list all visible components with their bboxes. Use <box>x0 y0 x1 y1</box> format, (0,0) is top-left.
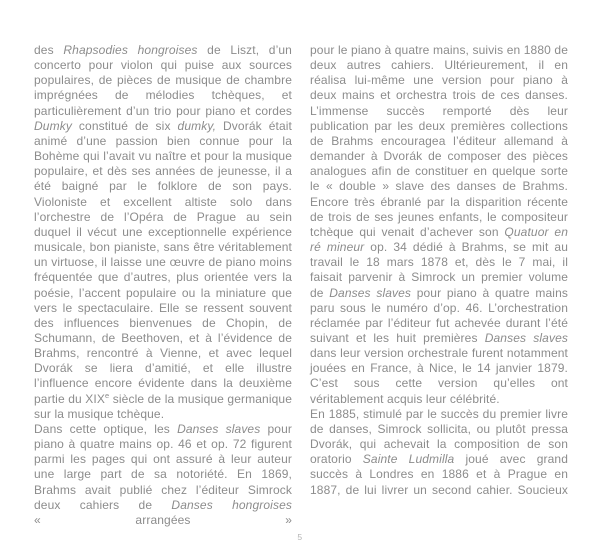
page-number: 5 <box>297 532 303 542</box>
text-run: En 1885, stimulé par le succès du premier livre de danses, Simrock sollicita, ou plutôt pressa Dvorák, qui achevait la composition de son oratorio <box>310 406 568 467</box>
text-run-italic: Sainte Ludmilla <box>362 452 455 467</box>
text-run-italic: Dumky <box>34 118 72 133</box>
paragraph <box>310 407 568 498</box>
text-run-italic: Danses slaves <box>484 330 568 345</box>
text-run: pour piano à quatre mains op. 46 et op. 72 figurent parmi les pages qui ont assuré à leur auteur une large part de sa notoriété. En 1869, Brahms avait publié chez l’éditeur Simrock deux cahiers de <box>34 421 293 512</box>
text-run: siècle de la musique germanique sur la musique tchèque. <box>34 391 293 421</box>
text-column-left <box>34 43 293 527</box>
paragraph <box>34 43 292 422</box>
text-run: pour le piano à quatre mains, suivis en 1880 de deux autres cahiers. Ultérieurement, il en réalisa lui-même une version pour piano à deux mains et orchestra trois de ces danses. L’immense succès remporté dès leur publication par les deux premières collections de Brahms encouragea l’éditeur allemand à demander à Dvorák de composer des pièces analogues afin de constituer en quelque sorte le « double » slave des danses de Brahms. Encore très ébranlé par la disparition récente de trois de ses jeunes enfants, le compositeur tchèque qui venait d’achever son <box>310 43 568 239</box>
text-run-italic: Danses slaves <box>329 285 412 300</box>
text-run: dans leur version orchestrale furent notamment jouées en France, à Nice, le 14 janvier 1879. C’est sous cette version qu’elles ont véritablement acquis leur célébrité. <box>310 346 568 406</box>
text-run-sup: e <box>105 390 110 400</box>
text-run: constitué de six <box>71 118 178 133</box>
text-run: pour piano à quatre mains paru sous le numéro d’op. 46. L’orchestration réclamée par l’éditeur fut achevée durant l’été suivant et les huit premières <box>310 285 568 345</box>
text-run-italic: Danses slaves <box>177 421 261 436</box>
text-run-italic: dumky, <box>177 118 217 133</box>
text-run: des <box>34 43 64 57</box>
paragraph <box>310 43 568 407</box>
paragraph <box>34 422 292 528</box>
text-run: op. 34 dédié à Brahms, se mit au travail le 18 mars 1878 et, dès le 7 mai, il faisait parvenir à Simrock un premier volume de <box>310 240 568 300</box>
text-run-italic: Rhapsodies hongroises <box>63 43 198 57</box>
text-run: de Liszt, d’un concerto pour violon qui puise aux sources populaires, de pièces de musique de chambre imprégnées de mélodies tchèques, et particulièrement d’un trio pour piano et cordes <box>34 43 292 118</box>
text-columns <box>34 43 568 527</box>
text-run-italic: Danses hongroises <box>171 497 292 512</box>
text-run: Dvorák était animé d’une passion bien connue pour la Bohème qui l’avait vu naître et pour la musique populaire, et dès ses années de jeunesse, il a été baigné par le folklore de son pays. Violoniste et excellent altiste solo dans l’orchestre de l’Opéra de Prague au sein duquel il vécut une exceptionnelle expérience musicale, bon pianiste, sans être véritablement un virtuose, il laisse une œuvre de piano moins fréquentée que d’autres, plus orientée vers la poésie, l’accent populaire ou la miniature que vers le spectaculaire. Elle se ressent souvent des influences bienvenues de Chopin, de Schumann, de Beethoven, et à l’évidence de Brahms, rencontré à Vienne, et avec lequel Dvorák se liera d’amitié, et elle illustre l’influence encore évidente dans la deuxième partie du XIX <box>34 118 292 406</box>
text-run: Dans cette optique, les <box>34 421 178 436</box>
text-run-italic: Quatuor en ré mineur <box>310 224 568 255</box>
text-run: « arrangées » <box>34 512 292 527</box>
text-run: joué avec grand succès à Londres en 1886 et à Prague en 1887, de lui livrer un second cahier. Soucieux <box>310 452 568 497</box>
text-column-right <box>310 43 568 514</box>
